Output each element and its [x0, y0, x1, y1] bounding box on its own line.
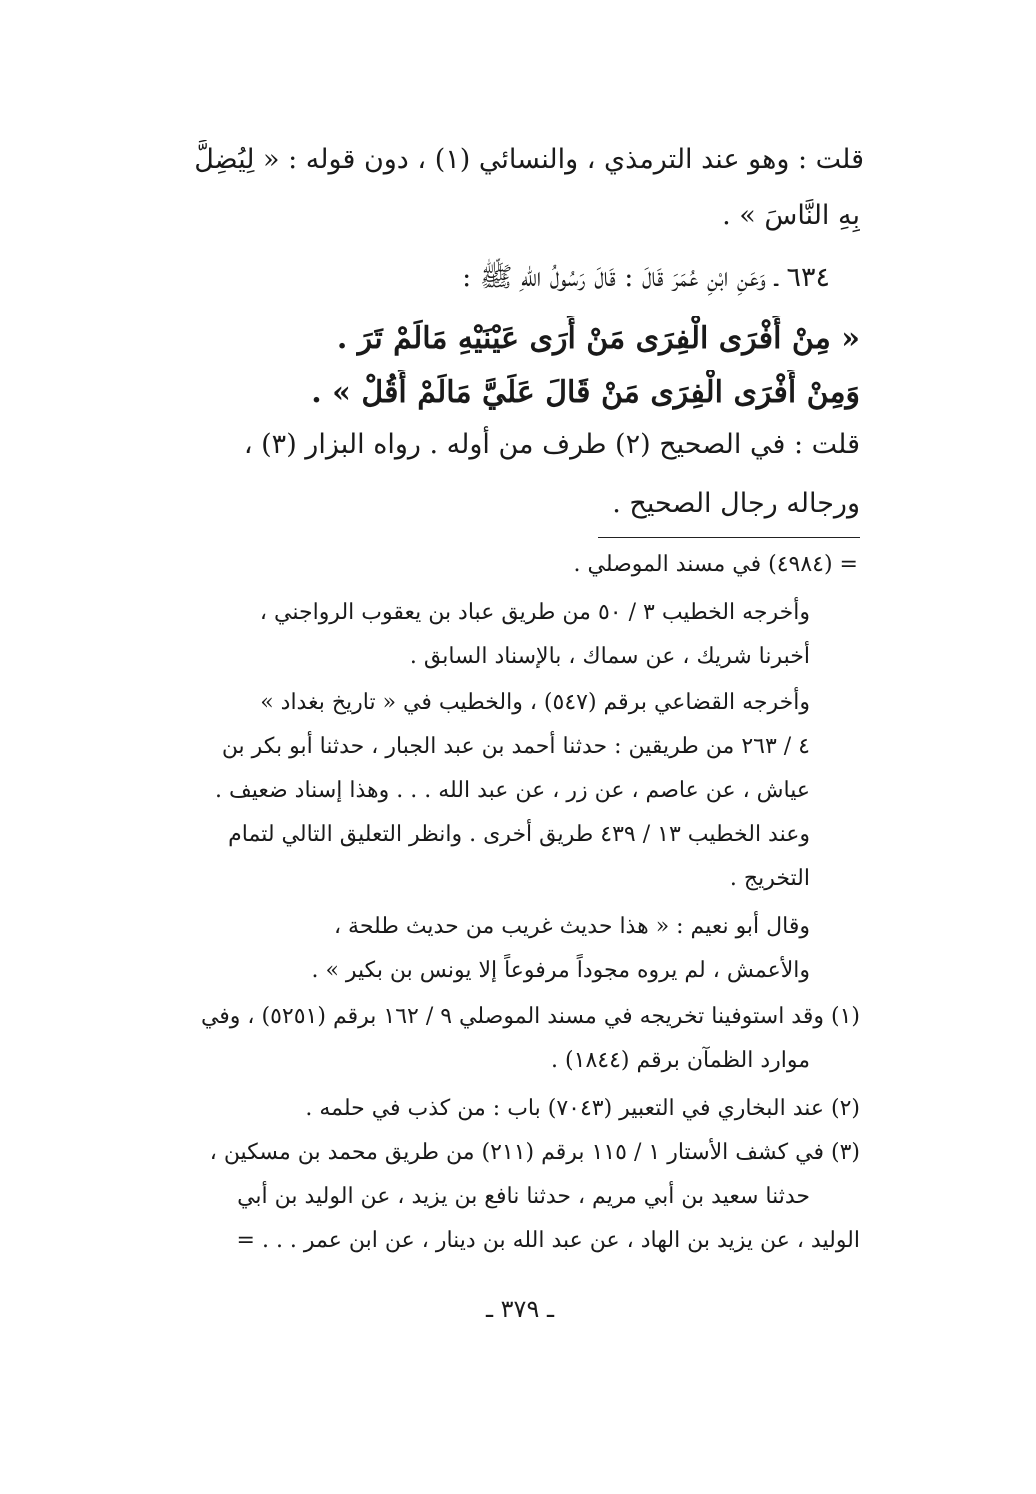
- footnote-2-line-1: (٢) عند البخاري في التعبير (٧٠٤٣) باب : من كذب في حلمه .: [305, 1096, 860, 1121]
- footnote-1-line-2: موارد الظمآن برقم (١٨٤٤) .: [551, 1048, 810, 1073]
- footnote-1-line-1: (١) وقد استوفينا تخريجه في مسند الموصلي ٩ / ١٦٢ برقم (٥٢٥١) ، وفي: [200, 1004, 860, 1029]
- note-line-3: أخبرنا شريك ، عن سماك ، بالإسناد السابق .: [409, 644, 810, 669]
- hadith-text-line-1: « مِنْ أَفْرَى الْفِرَى مَنْ أَرَى عَيْنَيْهِ مَالَمْ تَرَ .: [336, 321, 860, 356]
- comment-line-2: ورجاله رجال الصحيح .: [612, 488, 860, 519]
- main-text-line-2: بِهِ النَّاسَ » .: [722, 200, 860, 231]
- comment-line-1: قلت : في الصحيح (٢) طرف من أوله . رواه البزار (٣) ،: [243, 429, 860, 460]
- footnote-separator: [598, 537, 860, 538]
- note-line-5: ٤ / ٢٦٣ من طريقين : حدثنا أحمد بن عبد الجبار ، حدثنا أبو بكر بن: [221, 734, 810, 759]
- note-line-9: وقال أبو نعيم : « هذا حديث غريب من حديث طلحة ،: [333, 914, 810, 939]
- note-line-7: وعند الخطيب ١٣ / ٤٣٩ طريق أخرى . وانظر التعليق التالي لتمام: [228, 822, 810, 847]
- note-line-2: وأخرجه الخطيب ٣ / ٥٠ من طريق عباد بن يعقوب الرواجني ،: [259, 600, 810, 625]
- footnote-3-line-1: (٣) في كشف الأستار ١ / ١١٥ برقم (٢١١) من طريق محمد بن مسكين ،: [209, 1140, 860, 1165]
- footnote-3-line-2: حدثنا سعيد بن أبي مريم ، حدثنا نافع بن يزيد ، عن الوليد بن أبي: [237, 1184, 810, 1209]
- note-line-10: والأعمش ، لم يروه مجوداً مرفوعاً إلا يونس بن بكير » .: [311, 958, 810, 983]
- main-text-line-1: قلت : وهو عند الترمذي ، والنسائي (١) ، دون قوله : « لِيُضِلَّ: [194, 144, 864, 175]
- hadith-intro: ٦٣٤ ـ وَعَنِ ابْنِ عُمَرَ قَالَ : قَالَ رَسُولُ اللهِ ﷺ :: [462, 262, 830, 293]
- hadith-text-line-2: وَمِنْ أَفْرَى الْفِرَى مَنْ قَالَ عَلَيَّ مَالَمْ أَقُلْ » .: [311, 375, 860, 410]
- page-number: ـ ٣٧٩ ـ: [485, 1295, 554, 1323]
- footnote-3-line-3: الوليد ، عن يزيد بن الهاد ، عن عبد الله بن دينار ، عن ابن عمر . . . =: [236, 1228, 860, 1253]
- note-line-4: وأخرجه القضاعي برقم (٥٤٧) ، والخطيب في « تاريخ بغداد »: [260, 690, 810, 715]
- note-line-6: عياش ، عن عاصم ، عن زر ، عن عبد الله . . . وهذا إسناد ضعيف .: [215, 778, 810, 803]
- note-line-8: التخريج .: [729, 866, 810, 891]
- note-line-1: = (٤٩٨٤) في مسند الموصلي .: [573, 552, 858, 577]
